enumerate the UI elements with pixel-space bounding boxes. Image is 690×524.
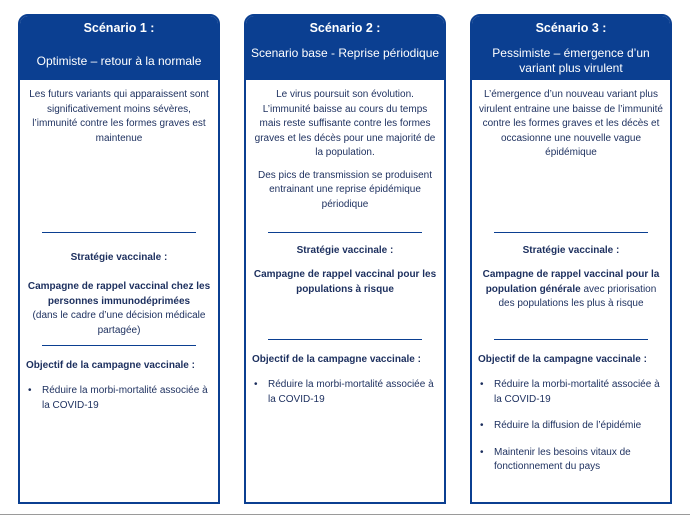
- bullet-icon: •: [480, 379, 484, 390]
- bullet-icon: •: [480, 420, 484, 431]
- bullet-icon: •: [28, 385, 32, 396]
- objective-label: Objectif de la campagne vaccinale :: [252, 354, 421, 365]
- objective-item: • Maintenir les besoins vitaux de fonctionnement du pays: [480, 446, 631, 472]
- campaign-rest: avec priorisation des populations les plus à risque: [498, 283, 657, 309]
- campaign-bold: Campagne de rappel vaccinal pour la population générale: [482, 269, 660, 295]
- scenario-title: Scénario 2 :: [309, 21, 381, 35]
- scenario-header-3: [472, 16, 670, 80]
- scenario-card-3: [470, 14, 672, 504]
- divider: [42, 232, 196, 233]
- objectives-list: [252, 378, 438, 407]
- campaign-text: [252, 268, 438, 297]
- scenario-subtitle: Pessimiste – émergence d’un variant plus virulent: [492, 46, 650, 75]
- scenario-description: [252, 88, 438, 212]
- description-paragraph: L’émergence d’un nouveau variant plus virulent entraine une baisse de l’immunité contre les formes graves et les décès et occasionne une nouvelle vague épidémique: [479, 89, 663, 158]
- scenario-title: Scénario 1 :: [83, 21, 155, 35]
- campaign-text: [26, 280, 212, 338]
- scenario-subtitle: Optimiste – retour à la normale: [36, 54, 202, 68]
- bullet-icon: •: [480, 446, 484, 458]
- scenario-card-1: [18, 14, 220, 504]
- objectives-list: [26, 384, 212, 413]
- objective-label: Objectif de la campagne vaccinale :: [478, 354, 647, 365]
- scenario-subtitle: Scenario base - Reprise périodique: [250, 46, 440, 60]
- scenario-description: [478, 88, 664, 161]
- objective-item: • Réduire la diffusion de l’épidémie: [478, 419, 664, 434]
- objective-item: • Réduire la morbi-mortalité associée à la COVID-19: [254, 379, 434, 405]
- divider: [42, 345, 196, 346]
- description-paragraph: Les futurs variants qui apparaissent sont significativement moins sévères, l’immunité contre les formes graves est maintenue: [29, 89, 209, 144]
- scenario-description: [26, 88, 212, 146]
- description-paragraph: Des pics de transmission se produisent entrainant une reprise épidémique périodique: [258, 169, 432, 210]
- campaign-text: [478, 268, 664, 312]
- divider: [494, 232, 648, 233]
- description-paragraph: Le virus poursuit son évolution. L’immunité baisse au cours du temps mais reste suffisante contre les formes graves et les décès pour une majorité de la population.: [254, 89, 436, 158]
- strategy-label: Stratégie vaccinale :: [296, 245, 394, 256]
- scenario-card-2: [244, 14, 446, 504]
- objective-label: Objectif de la campagne vaccinale :: [26, 360, 195, 371]
- divider: [268, 232, 422, 233]
- scenario-title: Scénario 3 :: [535, 21, 607, 35]
- strategy-label: Stratégie vaccinale :: [522, 245, 620, 256]
- divider: [268, 339, 422, 340]
- scenario-header-1: [20, 16, 218, 80]
- objective-item: • Réduire la morbi-mortalité associée à la COVID-19: [480, 379, 660, 405]
- scenario-header-2: [246, 16, 444, 80]
- page-bottom-line: [0, 514, 690, 515]
- objective-item: • Réduire la morbi-mortalité associée à la COVID-19: [28, 385, 208, 411]
- divider: [494, 339, 648, 340]
- objectives-list: [478, 378, 664, 475]
- campaign-rest: (dans le cadre d’une décision médicale partagée): [32, 310, 206, 336]
- campaign-bold: Campagne de rappel vaccinal pour les populations à risque: [253, 269, 437, 295]
- campaign-bold: Campagne de rappel vaccinal chez les personnes immunodéprimées: [27, 281, 211, 307]
- strategy-label: Stratégie vaccinale :: [70, 252, 168, 263]
- bullet-icon: •: [254, 379, 258, 390]
